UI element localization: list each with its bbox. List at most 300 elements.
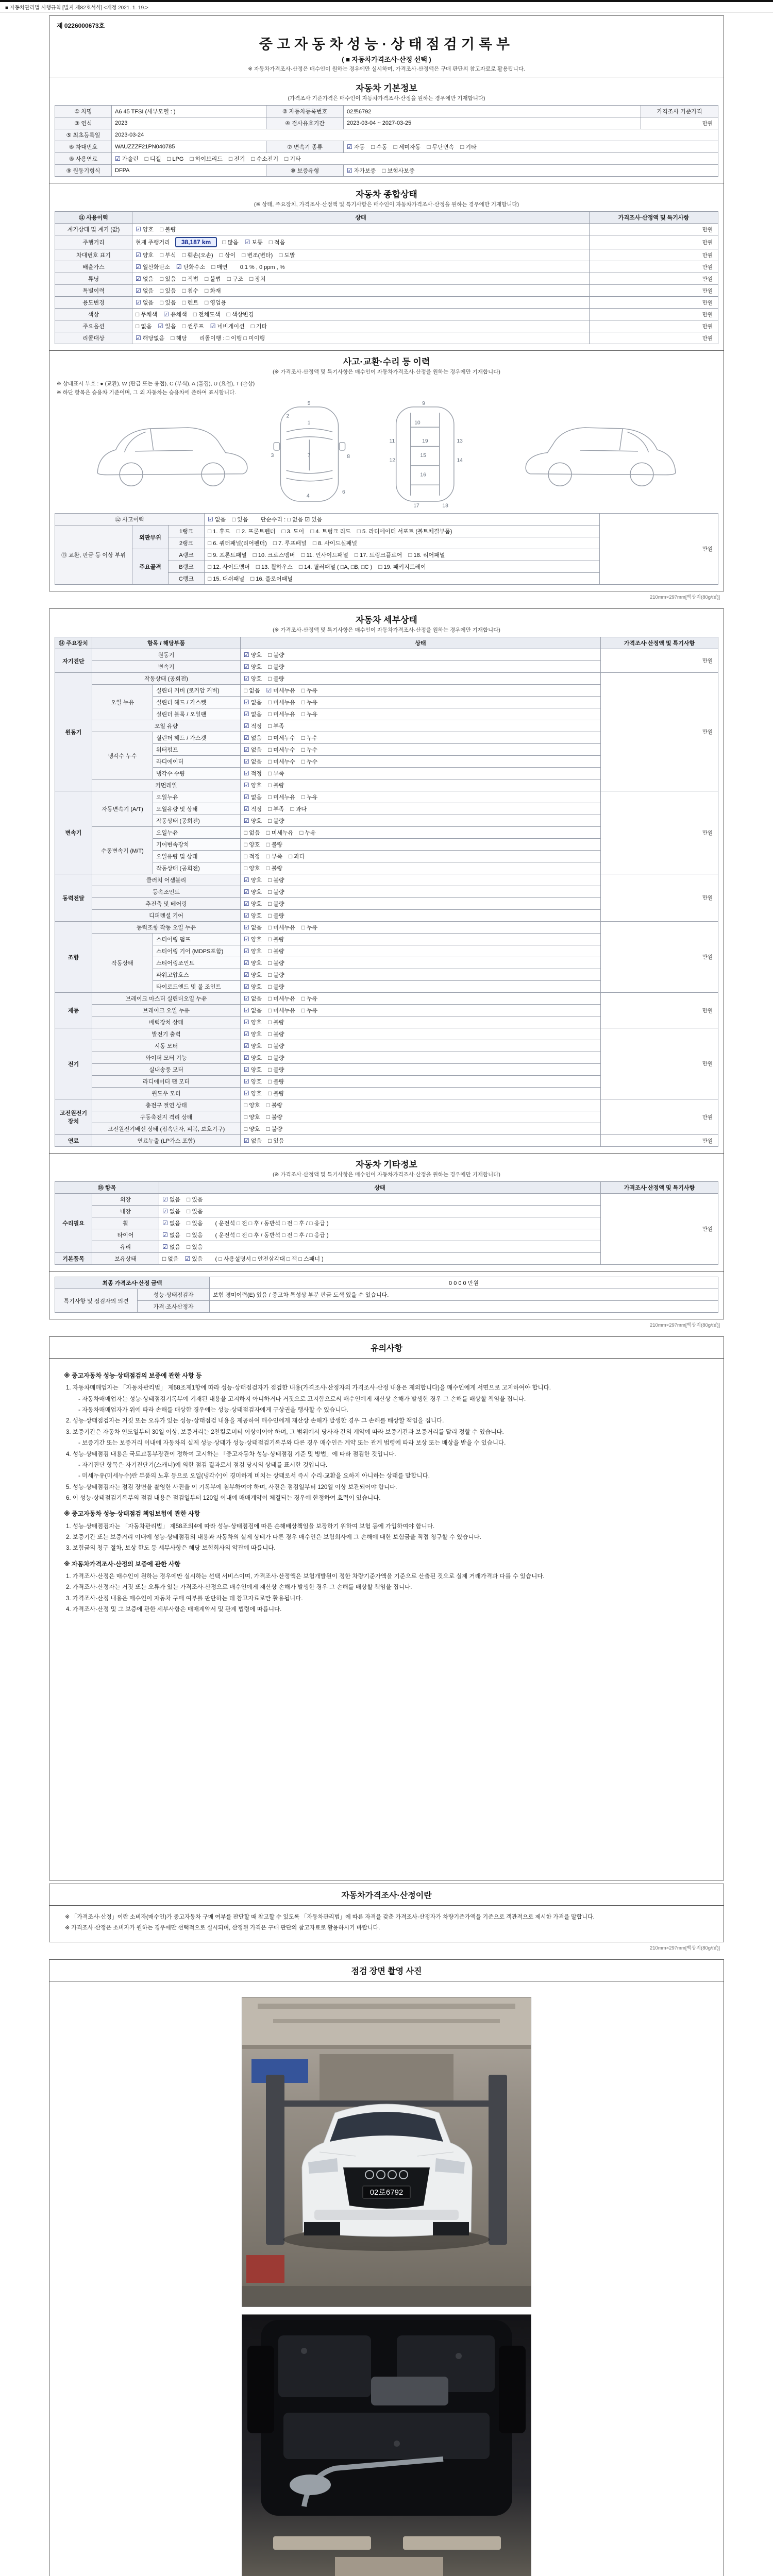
checkbox-unchecked[interactable]: □ 9. 프론트패널 — [208, 551, 247, 558]
checkbox-unchecked[interactable]: □ 13. 휠하우스 — [256, 563, 293, 570]
checkbox-unchecked[interactable]: □ 화재 — [205, 287, 221, 294]
checkbox-unchecked[interactable]: □ 불량 — [268, 651, 284, 658]
label-cell: 전기 — [55, 1028, 92, 1099]
header-cell: 가격조사·산정액 및 특기사항 — [601, 1182, 718, 1194]
checkbox-unchecked[interactable]: □ 보험사보증 — [382, 167, 415, 174]
value-cell: 오일누유 — [153, 791, 241, 803]
checkbox-unchecked[interactable]: □ 있음 — [187, 1231, 203, 1239]
checkbox-checked[interactable]: ☑ 양호 — [244, 936, 262, 943]
checkbox-checked[interactable]: ☑ 없음 — [162, 1219, 181, 1227]
checkbox-unchecked[interactable]: □ 불량 — [268, 947, 284, 955]
notice-line: 3. 보험금의 청구 절차, 보상 한도 등 세부사항은 해당 보험회사의 약관에 따릅니다. — [66, 1545, 276, 1552]
value-cell — [241, 803, 601, 815]
section-accident-history — [49, 350, 724, 591]
checkbox-unchecked[interactable]: □ 부족 — [268, 722, 284, 730]
checkbox-unchecked[interactable]: □ 기타 — [460, 143, 477, 150]
checkbox-unchecked[interactable]: □ 18. 리어패널 — [408, 551, 445, 558]
checkbox-unchecked[interactable]: □ 누유 — [301, 699, 318, 706]
checkbox-unchecked[interactable]: □ 불량 — [268, 1066, 284, 1073]
checkbox-unchecked[interactable]: □ 2. 프론트펜더 — [236, 528, 276, 535]
value-cell: ☑ 없음 □ 있음 ( 운전석 □ 전 □ 후 / 동반석 □ 전 □ 후 / □ 응급 ) — [159, 1217, 601, 1229]
label-cell: 고전원전기배선 상태 (접속단자, 피복, 보호기구) — [92, 1123, 241, 1135]
checkbox-unchecked[interactable]: □ 4. 트렁크 리드 — [310, 528, 351, 535]
checkbox-checked[interactable]: ☑ 양호 — [244, 817, 262, 824]
value-cell — [241, 720, 601, 732]
table-row — [55, 153, 718, 165]
checkbox-unchecked[interactable]: □ 많음 — [222, 239, 239, 246]
checkbox-unchecked[interactable]: □ 있음 — [160, 287, 176, 294]
checkbox-checked[interactable]: ☑ 보통 — [244, 239, 263, 246]
value-cell: 실린더 헤드 / 가스켓 — [153, 697, 241, 708]
value-cell — [241, 697, 601, 708]
svg-text:11: 11 — [389, 438, 395, 444]
checkbox-unchecked[interactable]: □ 불량 — [268, 876, 284, 884]
value-cell: 보험 경미이력(E) 있음 / 중고차 특성상 부분 판금 도색 있을 수 있습니다. — [210, 1289, 718, 1301]
checkbox-checked[interactable]: ☑ 양호 — [244, 947, 262, 955]
checkbox-checked[interactable]: ☑ 양호 — [244, 912, 262, 919]
checkbox-unchecked[interactable]: □ 5. 라디에이터 서포트 (볼트체결부품) — [357, 528, 452, 535]
label-cell: 와이퍼 모터 기능 — [92, 1052, 241, 1064]
notice-line: 3. 보증기간은 자동차 인도일부터 30일 이상, 보증거리는 2천킬로미터 이상이어야 하며, 그 범위에서 당사자 간의 계약에 따라 보증기간과 보증거리를 달리 정할 수 있습니다. — [66, 1429, 504, 1435]
svg-text:5: 5 — [307, 401, 311, 407]
checkbox-unchecked[interactable]: □ 부식 — [160, 251, 176, 259]
checkbox-unchecked[interactable]: □ 하이브리드 — [190, 155, 223, 162]
checkbox-unchecked[interactable]: □ 있음 — [160, 299, 176, 306]
value-cell — [210, 1301, 718, 1313]
checkbox-checked[interactable]: ☑ 탄화수소 — [176, 263, 206, 270]
checkbox-unchecked[interactable]: □ 부족 — [268, 770, 284, 777]
checkbox-checked[interactable]: ☑ 없음 — [244, 1007, 262, 1014]
checkbox-unchecked[interactable]: □ 누유 — [301, 995, 318, 1002]
checkbox-unchecked[interactable]: □ 불량 — [268, 1090, 284, 1097]
value-cell: 기어변속장치 — [153, 839, 241, 851]
checkbox-unchecked[interactable]: □ 12. 사이드멤버 — [208, 563, 250, 570]
checkbox-unchecked[interactable]: □ 양호 — [244, 1125, 260, 1132]
checkbox-checked[interactable]: ☑ 자가보증 — [347, 167, 376, 174]
checkbox-unchecked[interactable]: □ 부족 — [268, 805, 284, 812]
checkbox-unchecked[interactable]: □ 미세누유 — [268, 924, 295, 931]
value-cell — [241, 827, 601, 839]
checkbox-checked[interactable]: ☑ 양호 — [244, 651, 262, 658]
checkbox-unchecked[interactable]: □ 누유 — [301, 687, 318, 694]
checkbox-unchecked[interactable]: □ 불량 — [268, 1030, 284, 1038]
value-cell: ☑ 없음 □ 있음 단순수리 : □ 없음 ☑ 있음 — [205, 514, 600, 526]
checkbox-unchecked[interactable]: □ 누유 — [301, 793, 318, 801]
value-cell — [205, 537, 600, 549]
checkbox-checked[interactable]: ☑ 가솔린 — [115, 155, 139, 162]
checkbox-checked[interactable]: ☑ 양호 — [136, 251, 154, 259]
label-cell: A랭크 — [169, 549, 205, 561]
checkbox-unchecked[interactable]: □ 불량 — [268, 782, 284, 789]
checkbox-checked[interactable]: ☑ 없음 — [244, 758, 262, 765]
price-note-cell: 만원 — [601, 874, 718, 922]
paper-spec: 210mm×297mm[백상지(80g/㎡)] — [649, 1323, 720, 1328]
value-cell: ☑ 해당없음 □ 해당 리콜이행 : □ 이행 □ 미이행 — [132, 332, 590, 344]
table-row — [55, 1194, 718, 1206]
value-cell — [241, 756, 601, 768]
table-row — [55, 249, 718, 261]
checkbox-unchecked[interactable]: □ 매연 — [211, 263, 228, 270]
checkbox-unchecked[interactable]: □ 수동 — [371, 143, 388, 150]
checkbox-checked[interactable]: ☑ 없음 — [244, 734, 262, 741]
notice-line: ※ 자동차가격조사·산정의 보증에 관한 사항 — [64, 1560, 181, 1568]
label-cell: 동력조향 작동 오일 누유 — [92, 922, 241, 934]
checkbox-checked[interactable]: ☑ 적정 — [244, 722, 262, 730]
value-cell: 0 0 0 0 만원 — [210, 1277, 718, 1289]
checkbox-checked[interactable]: ☑ 없음 — [244, 710, 262, 718]
checkbox-checked[interactable]: ☑ 적정 — [244, 770, 262, 777]
checkbox-unchecked[interactable]: □ 미세누유 — [266, 829, 294, 836]
checkbox-unchecked[interactable]: □ 3. 도어 — [281, 528, 305, 535]
checkbox-unchecked[interactable]: □ 있음 — [187, 1196, 203, 1203]
price-note-cell: 만원 — [600, 514, 718, 585]
section-final-price — [49, 1271, 724, 1319]
checkbox-unchecked[interactable]: □ 없음 — [136, 323, 152, 330]
checkbox-unchecked[interactable]: □ 불량 — [266, 841, 283, 848]
checkbox-checked[interactable]: ☑ 네비게이션 — [210, 323, 245, 330]
price-note-cell: 만원 — [590, 249, 718, 261]
pricing-definition-body — [49, 1906, 724, 1942]
checkbox-unchecked[interactable]: □ 양호 — [244, 1113, 260, 1121]
label-cell: ② 자동차등록번호 — [266, 106, 344, 117]
checkbox-checked[interactable]: ☑ 없음 — [162, 1196, 181, 1203]
checkbox-checked[interactable]: ☑ 없음 — [244, 793, 262, 801]
section-etc-info — [49, 1153, 724, 1271]
checkbox-unchecked[interactable]: □ 기타 — [250, 323, 267, 330]
checkbox-unchecked[interactable]: □ 적정 — [244, 853, 260, 860]
checkbox-checked[interactable]: ☑ 양호 — [244, 663, 262, 670]
checkbox-unchecked[interactable]: □ 색상변경 — [226, 311, 254, 318]
checkbox-checked[interactable]: ☑ 없음 — [244, 746, 262, 753]
checkbox-unchecked[interactable]: □ 없음 — [162, 1255, 179, 1262]
table-row — [55, 1182, 718, 1194]
checkbox-checked[interactable]: ☑ 양호 — [244, 983, 262, 990]
label-cell: 주요옵션 — [55, 320, 132, 332]
checkbox-checked[interactable]: ☑ 양호 — [244, 1030, 262, 1038]
checkbox-checked[interactable]: ☑ 양호 — [244, 782, 262, 789]
checkbox-unchecked[interactable]: □ 6. 쿼터패널(리어펜더) — [208, 539, 267, 547]
checkbox-unchecked[interactable]: □ 불량 — [268, 1078, 284, 1085]
table-row — [55, 141, 718, 153]
checkbox-checked[interactable]: ☑ 양호 — [244, 900, 262, 907]
value-cell — [241, 1111, 601, 1123]
checkbox-unchecked[interactable]: □ 불량 — [268, 1042, 284, 1049]
notice-line: 1. 자동차매매업자는 「자동차관리법」 제58조제1항에 따라 성능·상태점검자가 점검한 내용(가격조사·산정자의 가격조사·산정 내용은 제외합니다)을 매수인에게 서면으로 고지하여야 합니다. — [66, 1385, 551, 1392]
checkbox-unchecked[interactable]: □ 미세누유 — [268, 1007, 295, 1014]
price-note-cell: 만원 — [601, 673, 718, 791]
checkbox-unchecked[interactable]: □ 누수 — [301, 746, 318, 753]
checkbox-unchecked[interactable]: □ 전체도색 — [193, 311, 221, 318]
table-row — [55, 273, 718, 285]
page-title: 중고자동차성능·상태점검기록부 — [259, 37, 514, 52]
value-cell: 오일유량 및 상태 — [153, 851, 241, 862]
checkbox-unchecked[interactable]: □ 침수 — [182, 287, 199, 294]
checkbox-checked[interactable]: ☑ 양호 — [244, 675, 262, 682]
checkbox-unchecked[interactable]: □ 15. 대쉬패널 — [208, 575, 245, 582]
checkbox-unchecked[interactable]: □ 누수 — [301, 734, 318, 741]
lift-rail-left — [273, 2536, 371, 2550]
checkbox-unchecked[interactable]: □ 8. 사이드실패널 — [312, 539, 358, 547]
value-cell — [241, 815, 601, 827]
checkbox-unchecked[interactable]: □ 도말 — [279, 251, 295, 259]
label-cell: 튜닝 — [55, 273, 132, 285]
car-damage-diagram — [55, 398, 718, 509]
title-option: ( ■ 자동차가격조사·산정 선택 ) — [342, 56, 431, 63]
checkbox-unchecked[interactable]: □ 불량 — [268, 971, 284, 978]
table-row — [55, 649, 718, 661]
checkbox-checked[interactable]: ☑ 적정 — [244, 805, 262, 812]
value-cell — [132, 249, 590, 261]
label-cell: 배출가스 — [55, 261, 132, 273]
header-cell: ⑪ 사용이력 — [55, 212, 132, 224]
checkbox-unchecked[interactable]: □ 세미자동 — [393, 143, 421, 150]
svg-text:9: 9 — [422, 401, 425, 407]
checkbox-unchecked[interactable]: □ 미세누유 — [268, 995, 295, 1002]
checkbox-unchecked[interactable]: □ 1. 후드 — [208, 528, 230, 535]
price-note-cell: 만원 — [601, 993, 718, 1028]
svg-text:8: 8 — [347, 453, 350, 460]
price-note-cell: 만원 — [590, 235, 718, 249]
header-cell: ⑮ 항목 — [55, 1182, 159, 1194]
checkbox-unchecked[interactable]: □ 미세누유 — [268, 793, 295, 801]
checkbox-checked[interactable]: ☑ 없음 — [208, 516, 226, 523]
table-row — [55, 320, 718, 332]
checkbox-checked[interactable]: ☑ 없음 — [136, 287, 154, 294]
label-cell: 보유상태 — [92, 1253, 159, 1265]
value-cell — [241, 685, 601, 697]
checkbox-checked[interactable]: ☑ 해당없음 — [136, 334, 165, 342]
checkbox-unchecked[interactable]: □ 미세누수 — [268, 734, 295, 741]
checkbox-checked[interactable]: ☑ 양호 — [244, 888, 262, 895]
checkbox-checked[interactable]: ☑ 있음 — [184, 1255, 203, 1262]
checkbox-unchecked[interactable]: □ 16. 플로어패널 — [250, 575, 293, 582]
checkbox-unchecked[interactable]: □ 있음 — [187, 1208, 203, 1215]
checkbox-checked[interactable]: ☑ 유채색 — [163, 311, 187, 318]
checkbox-unchecked[interactable]: □ 불량 — [266, 1113, 283, 1121]
checkbox-unchecked[interactable]: □ 전기 — [228, 155, 245, 162]
checkbox-unchecked[interactable]: □ 적법 — [182, 275, 199, 282]
checkbox-unchecked[interactable]: □ 불량 — [268, 888, 284, 895]
checkbox-unchecked[interactable]: □ 불량 — [266, 1101, 283, 1109]
checkbox-unchecked[interactable]: □ 19. 패키지트레이 — [378, 563, 426, 570]
checkbox-unchecked[interactable]: □ 14. 필러패널 ( □A, □B, □C ) — [298, 563, 373, 570]
checkbox-unchecked[interactable]: □ 있음 — [232, 516, 248, 523]
checkbox-checked[interactable]: ☑ 양호 — [244, 1090, 262, 1097]
checkbox-unchecked[interactable]: □ 불량 — [266, 1125, 283, 1132]
checkbox-unchecked[interactable]: □ 장치 — [249, 275, 266, 282]
checkbox-checked[interactable]: ☑ 없음 — [136, 275, 154, 282]
value-cell — [132, 320, 590, 332]
checkbox-unchecked[interactable]: □ 없음 — [244, 829, 260, 836]
checkbox-unchecked[interactable]: □ 미세누유 — [268, 710, 295, 718]
checkbox-unchecked[interactable]: □ 미세누수 — [268, 758, 295, 765]
checkbox-unchecked[interactable]: □ 양호 — [244, 841, 260, 848]
checkbox-unchecked[interactable]: □ 7. 루프패널 — [273, 539, 307, 547]
checkbox-unchecked[interactable]: □ 불량 — [268, 817, 284, 824]
value-cell — [344, 165, 718, 177]
checkbox-unchecked[interactable]: □ 없음 — [244, 687, 260, 694]
label-cell: 유리 — [92, 1241, 159, 1253]
section-note: (※ 가격조사·산정액 및 특기사항은 매수인이 자동차가격조사·산정을 원하는 경우에만 기재합니다) — [273, 369, 500, 375]
checkbox-unchecked[interactable]: □ 불량 — [268, 675, 284, 682]
inspection-photo-front — [242, 1997, 531, 2307]
checkbox-checked[interactable]: ☑ 양호 — [244, 1042, 262, 1049]
checkbox-checked[interactable]: ☑ 양호 — [244, 1066, 262, 1073]
label-cell: 기본품목 — [55, 1253, 92, 1265]
value-cell: 작동상태 (공회전) — [153, 815, 241, 827]
checkbox-unchecked[interactable]: □ 불량 — [268, 1019, 284, 1026]
checkbox-unchecked[interactable]: □ 불량 — [266, 865, 283, 872]
value-cell: 워터펌프 — [153, 744, 241, 756]
section-title: 자동차 세부상태 — [356, 615, 417, 625]
checkbox-unchecked[interactable]: □ 양호 — [244, 865, 260, 872]
checkbox-unchecked[interactable]: □ 무채색 — [136, 311, 158, 318]
label-cell: 2랭크 — [169, 537, 205, 549]
label-cell: 색상 — [55, 309, 132, 320]
checkbox-unchecked[interactable]: □ 10. 크로스멤버 — [253, 551, 295, 558]
label-cell: 실내송풍 모터 — [92, 1064, 241, 1076]
section-overall-state — [49, 183, 724, 350]
section-detail-state — [49, 609, 724, 1153]
checkbox-checked[interactable]: ☑ 없음 — [136, 299, 154, 306]
svg-text:3: 3 — [271, 453, 274, 459]
table-row — [55, 874, 718, 886]
page-photos — [49, 1959, 724, 2576]
table-row — [55, 1099, 718, 1111]
checkbox-unchecked[interactable]: □ 적음 — [268, 239, 285, 246]
checkbox-unchecked[interactable]: □ 있음 — [268, 1137, 284, 1144]
checkbox-unchecked[interactable]: □ 변조(변타) — [242, 251, 273, 259]
checkbox-checked[interactable]: ☑ 양호 — [244, 1019, 262, 1026]
checkbox-unchecked[interactable]: □ 누수 — [301, 758, 318, 765]
checkbox-unchecked[interactable]: □ 썬루프 — [182, 323, 204, 330]
checkbox-unchecked[interactable]: □ 불량 — [268, 959, 284, 967]
checkbox-unchecked[interactable]: □ 수소전기 — [251, 155, 279, 162]
checkbox-unchecked[interactable]: □ 11. 인사이드패널 — [301, 551, 348, 558]
checkbox-checked[interactable]: ☑ 없음 — [162, 1243, 181, 1250]
checkbox-unchecked[interactable]: □ 불량 — [268, 1054, 284, 1061]
checkbox-unchecked[interactable]: □ 부족 — [266, 853, 283, 860]
checkbox-unchecked[interactable]: □ 있음 — [160, 275, 176, 282]
table-row — [55, 261, 718, 273]
svg-text:4: 4 — [306, 493, 310, 499]
checkbox-unchecked[interactable]: □ 훼손(오손) — [182, 251, 213, 259]
checkbox-checked[interactable]: ☑ 일산화탄소 — [136, 263, 170, 270]
value-cell — [241, 661, 601, 673]
checkbox-unchecked[interactable]: □ 불량 — [268, 936, 284, 943]
checkbox-checked[interactable]: ☑ 양호 — [244, 876, 262, 884]
checkbox-checked[interactable]: ☑ 없음 — [162, 1208, 181, 1215]
checkbox-unchecked[interactable]: □ 불량 — [268, 912, 284, 919]
value-cell — [241, 839, 601, 851]
value-cell — [205, 526, 600, 537]
checkbox-unchecked[interactable]: □ 불량 — [160, 226, 176, 233]
label-cell: ⑤ 최초등록일 — [55, 129, 112, 141]
table-row — [55, 673, 718, 685]
label-cell: 오일 유량 — [92, 720, 241, 732]
value-cell — [241, 934, 601, 945]
checkbox-checked[interactable]: ☑ 있음 — [158, 323, 176, 330]
checkbox-checked[interactable]: ☑ 없음 — [244, 699, 262, 706]
checkbox-checked[interactable]: ☑ 미세누유 — [266, 687, 295, 694]
checkbox-checked[interactable]: ☑ 양호 — [244, 971, 262, 978]
checkbox-unchecked[interactable]: □ 영업용 — [205, 299, 227, 306]
label-cell: 동력전달 — [55, 874, 92, 922]
value-cell — [241, 1028, 601, 1040]
checkbox-unchecked[interactable]: □ 있음 — [187, 1219, 203, 1227]
value-cell: ☑ 일산화탄소 ☑ 탄화수소 □ 매연 0.1 % , 0 ppm , % — [132, 261, 590, 273]
checkbox-unchecked[interactable]: □ 미세누유 — [268, 699, 295, 706]
photos-title: 점검 장면 촬영 사진 — [49, 1960, 724, 1981]
checkbox-unchecked[interactable]: □ 누유 — [301, 1007, 318, 1014]
checkbox-unchecked[interactable]: □ 과다 — [290, 805, 307, 812]
checkbox-unchecked[interactable]: □ 기타 — [284, 155, 301, 162]
label-cell: 조향 — [55, 922, 92, 993]
notice-body — [49, 1359, 724, 1880]
checkbox-unchecked[interactable]: □ 과다 — [289, 853, 305, 860]
checkbox-checked[interactable]: ☑ 없음 — [244, 1137, 262, 1144]
checkbox-unchecked[interactable]: □ 누유 — [299, 829, 316, 836]
checkbox-unchecked[interactable]: □ 상이 — [219, 251, 236, 259]
checkbox-unchecked[interactable]: □ 렌트 — [182, 299, 199, 306]
table-row — [55, 637, 718, 649]
checkbox-unchecked[interactable]: □ 누유 — [301, 710, 318, 718]
checkbox-unchecked[interactable]: □ 해당 — [171, 334, 187, 342]
checkbox-checked[interactable]: ☑ 자동 — [347, 143, 365, 150]
checkbox-unchecked[interactable]: □ LPG — [167, 155, 184, 162]
checkbox-checked[interactable]: ☑ 없음 — [244, 995, 262, 1002]
value-cell — [241, 969, 601, 981]
checkbox-unchecked[interactable]: □ 있음 — [187, 1243, 203, 1250]
checkbox-unchecked[interactable]: □ 디젤 — [144, 155, 161, 162]
price-note-cell: 만원 — [590, 297, 718, 309]
basic-info-table — [55, 105, 718, 177]
page-basic — [49, 15, 724, 591]
checkbox-unchecked[interactable]: □ 불법 — [205, 275, 221, 282]
value-cell — [159, 1194, 601, 1206]
label-cell: ⑫ 사고이력 — [55, 514, 205, 526]
svg-text:13: 13 — [457, 438, 463, 444]
label-cell: ⑬ 교환, 판금 등 이상 부위 — [55, 526, 132, 585]
checkbox-checked[interactable]: ☑ 양호 — [244, 959, 262, 967]
checkbox-unchecked[interactable]: □ 불량 — [268, 900, 284, 907]
value-cell: DFPA — [112, 165, 266, 177]
table-row — [55, 1301, 718, 1313]
checkbox-unchecked[interactable]: □ 17. 트렁크플로어 — [354, 551, 402, 558]
label-cell: 윈도우 모터 — [92, 1088, 241, 1099]
checkbox-unchecked[interactable]: □ 구조 — [227, 275, 244, 282]
checkbox-unchecked[interactable]: □ 불량 — [268, 663, 284, 670]
checkbox-unchecked[interactable]: □ 양호 — [244, 1101, 260, 1109]
checkbox-checked[interactable]: ☑ 양호 — [136, 226, 154, 233]
checkbox-checked[interactable]: ☑ 없음 — [244, 924, 262, 931]
paper-spec: 210mm×297mm[백상지(80g/㎡)] — [649, 1945, 720, 1952]
checkbox-unchecked[interactable]: □ 불량 — [268, 983, 284, 990]
value-cell — [241, 1064, 601, 1076]
label-cell: 자동변속기 (A/T) — [92, 791, 153, 827]
checkbox-checked[interactable]: ☑ 없음 — [162, 1231, 181, 1239]
label-cell: 계기상태 및 계기 (값) — [55, 224, 132, 235]
label-cell: 변속기 — [55, 791, 92, 874]
value-cell: 오일누유 — [153, 827, 241, 839]
checkbox-unchecked[interactable]: □ 미세누수 — [268, 746, 295, 753]
checkbox-unchecked[interactable]: □ 누유 — [301, 924, 318, 931]
label-cell: 용도변경 — [55, 297, 132, 309]
checkbox-checked[interactable]: ☑ 양호 — [244, 1078, 262, 1085]
checkbox-checked[interactable]: ☑ 양호 — [244, 1054, 262, 1061]
notice-line: - 자동차매매업자가 위에 따라 손해를 배상한 경우에는 성능·상태점검자에게 구상권을 행사할 수 있습니다. — [78, 1406, 348, 1413]
checkbox-unchecked[interactable]: □ 무단변속 — [427, 143, 455, 150]
